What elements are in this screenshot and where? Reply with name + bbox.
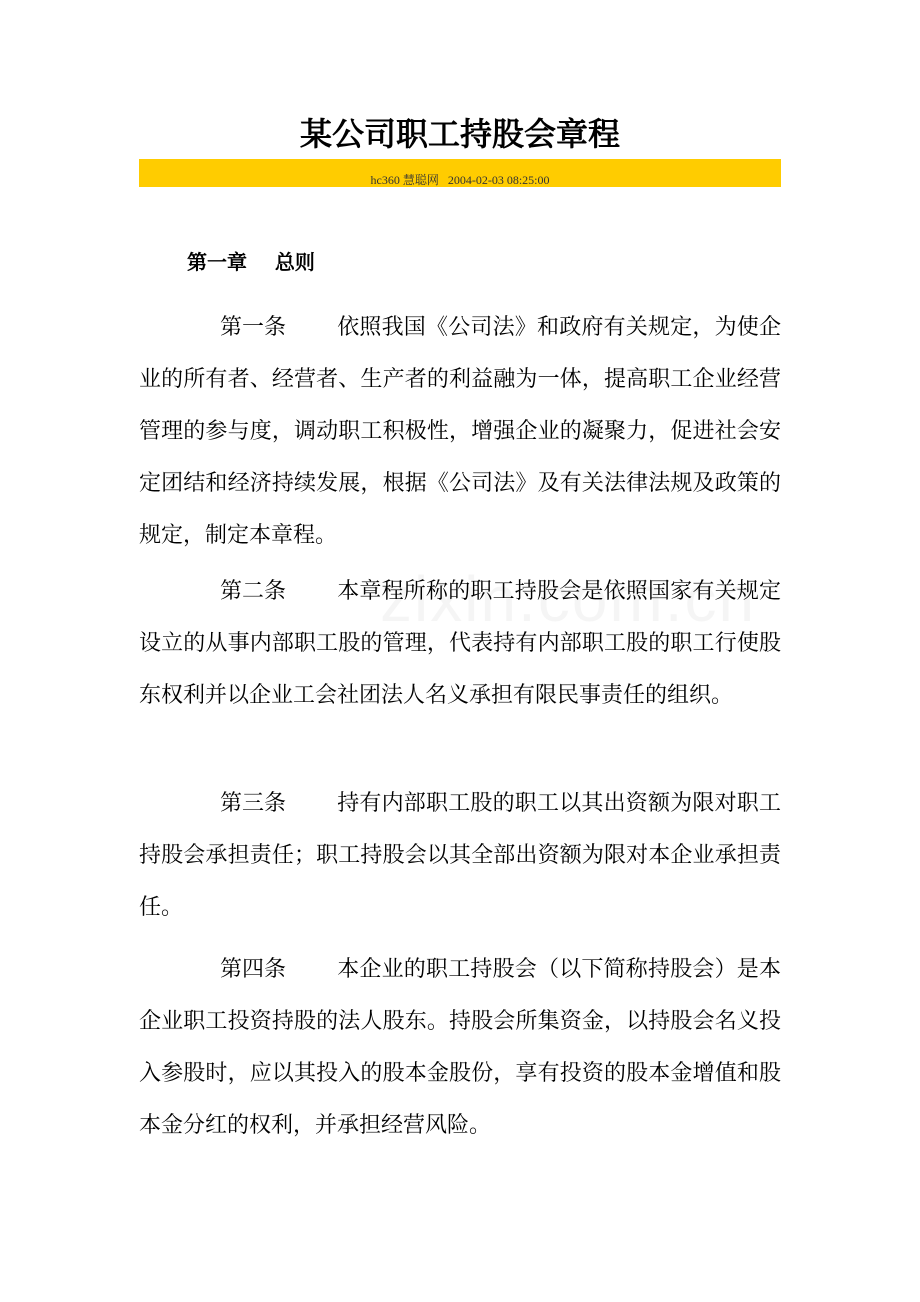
document-title: 某公司职工持股会章程 [299,115,620,153]
article-2 [139,566,781,722]
article-number: 第二条 [220,579,287,604]
chapter-spacer [247,250,275,274]
publish-datetime: 2004-02-03 08:25:00 [447,173,550,187]
article-4 [139,944,781,1152]
article-text: 持有内部职工股的职工以其出资额为限对职工持股会承担责任；职工持股会以其全部出资额为限对本企业承担责任。 [139,791,781,920]
source-label: hc360 慧聪网 [370,173,439,187]
chapter-heading [187,244,315,280]
chapter-number: 第一章 [187,250,247,274]
article-text: 本章程所称的职工持股会是依照国家有关规定设立的从事内部职工股的管理，代表持有内部职工股的职工行使股东权利并以企业工会社团法人名义承担有限民事责任的组织。 [139,579,781,708]
article-number: 第三条 [220,791,287,816]
article-1 [139,302,781,562]
article-number: 第四条 [220,957,287,982]
article-text: 依照我国《公司法》和政府有关规定，为使企业的所有者、经营者、生产者的利益融为一体，提高职工企业经营管理的参与度，调动职工积极性，增强企业的凝聚力，促进社会安定团结和经济持续发展，根据《公司法》及有关法律法规及政策的规定，制定本章程。 [139,315,781,548]
article-3 [139,778,781,934]
article-number: 第一条 [220,315,287,340]
meta-spacer [439,173,448,187]
article-text: 本企业的职工持股会（以下简称持股会）是本企业职工投资持股的法人股东。持股会所集资金，以持股会名义投入参股时，应以其投入的股本金股份，享有投资的股本金增值和股本金分红的权利，并承担经营风险。 [139,957,781,1138]
chapter-title: 总则 [274,250,315,274]
meta-bar [139,159,781,187]
